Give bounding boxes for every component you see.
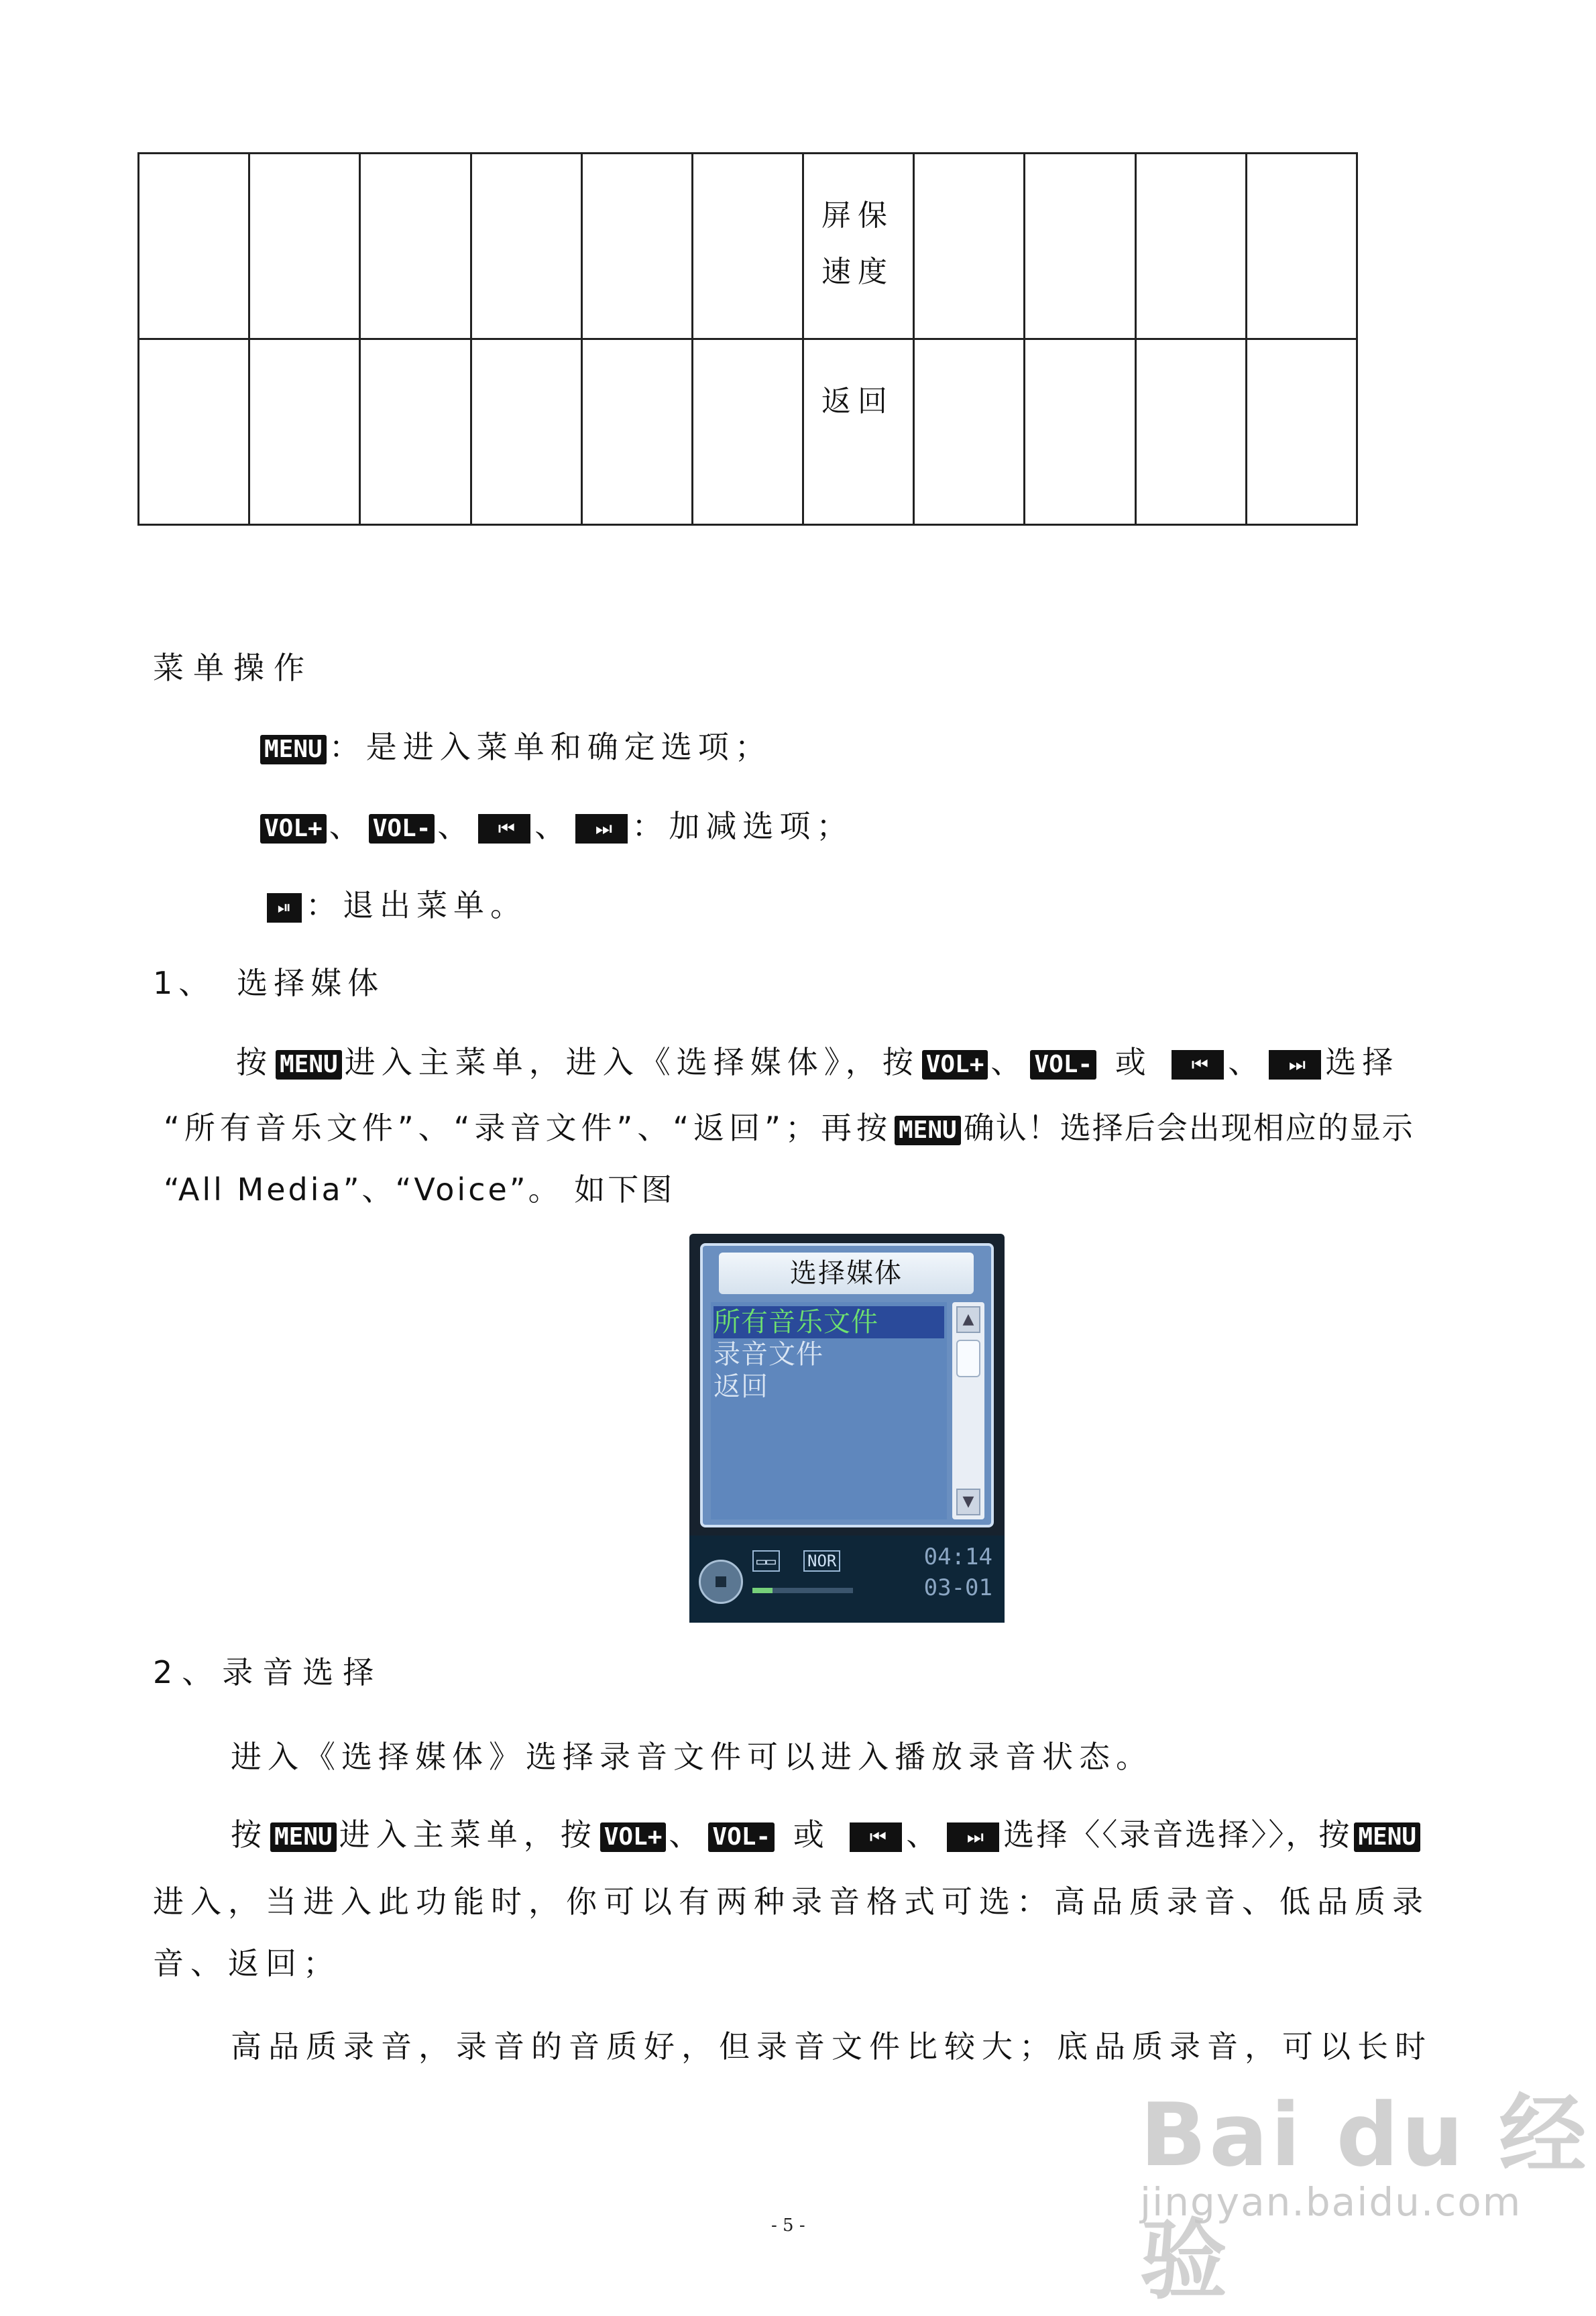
device-scrollbar [952,1302,984,1519]
vol-minus-badge: VOL- [1030,1050,1096,1080]
separator: 、 [329,808,366,844]
table-cell [692,339,803,525]
next-track-icon: ⏭ [947,1822,999,1852]
text: 进入主菜单，按 [339,1816,597,1853]
table-cell [1025,154,1135,339]
separator: 、 [669,1816,706,1853]
section1-line3: “All Media”、“Voice”。 如下图 [164,1171,675,1208]
device-screen [700,1243,994,1527]
section2-para2-line2: 进入，当进入此功能时，你可以有两种录音格式可选：高品质录音、低品质录 [153,1884,1430,1920]
table-cell [581,154,692,339]
section1-heading: 1、 选择媒体 [153,965,385,1001]
table-cell [139,339,249,525]
table-cell [692,154,803,339]
adjust-desc: ：加减选项； [632,808,854,844]
section2-para2-line1 [231,1814,1423,1855]
prev-track-icon: ⏮ [1172,1050,1224,1080]
table-cell [360,339,471,525]
table-cell [249,154,360,339]
table-cell [1135,154,1246,339]
vol-plus-badge: VOL+ [600,1822,667,1852]
separator: 、 [906,1816,944,1853]
text: 按 [236,1044,273,1080]
vol-plus-badge: VOL+ [260,814,327,844]
next-track-icon: ⏭ [1269,1050,1321,1080]
cell-text: 屏保 [821,198,895,233]
text: 选择〈〈录音选择〉〉，按 [1003,1816,1352,1853]
eq-mode-tag: NOR [803,1550,840,1572]
exit-desc: ：退出菜单。 [306,887,527,923]
adjust-keys-line [258,806,853,846]
menu-operation-heading: 菜单操作 [153,650,314,686]
repeat-mode-tag: ▭▭ [752,1550,780,1572]
table-cell [1246,339,1357,525]
section1-line2 [164,1108,1414,1148]
table-cell [471,339,581,525]
page-number: - 5 - [771,2215,805,2236]
device-screenshot [689,1234,1005,1623]
table-cell [139,154,249,339]
cell-text: 返回 [821,384,895,418]
table-cell [1025,339,1135,525]
text: “所有音乐文件”、“录音文件”、“返回”；再按 [164,1110,892,1146]
menu-key-desc: ：是进入菜单和确定选项； [329,729,772,765]
section2-para2-line3: 音、返回； [153,1945,341,1981]
table-cell-return [803,339,914,525]
settings-table [137,152,1358,526]
table-cell [249,339,360,525]
device-list-item: 返回 [714,1371,768,1402]
section1-line1 [236,1042,1399,1082]
menu-key-badge: MENU [1354,1822,1420,1852]
table-row [139,154,1357,339]
scroll-thumb [956,1340,980,1377]
baidu-jingyan-logo: Bai du 经验 [1140,2084,1589,2311]
prev-track-icon: ⏮ [478,814,530,844]
cell-text: 速度 [821,255,895,289]
vol-plus-badge: VOL+ [922,1050,988,1080]
play-pause-icon: ⏯ [267,893,302,923]
text: 或 [793,1816,830,1853]
device-title: 选择媒体 [719,1253,974,1294]
menu-key-line [258,727,772,767]
clock-time: 04:14 [923,1544,992,1570]
text: 按 [231,1816,268,1853]
device-list-item: 所有音乐文件 [714,1306,944,1338]
scroll-down-icon: ▼ [956,1489,980,1515]
separator: 、 [990,1044,1028,1080]
exit-key-line [263,885,527,925]
device-media-list [711,1302,947,1519]
table-cell [914,154,1025,339]
section2-para1: 进入《选择媒体》选择录音文件可以进入播放录音状态。 [231,1739,1153,1775]
table-cell [1135,339,1246,525]
stop-icon [699,1560,743,1604]
table-cell [581,339,692,525]
menu-key-badge: MENU [260,735,327,764]
table-cell [360,154,471,339]
menu-key-badge: MENU [270,1822,337,1852]
menu-key-badge: MENU [895,1116,961,1145]
separator: 、 [437,808,475,844]
text: 进入主菜单，进入《选择媒体》，按 [344,1044,919,1080]
device-status-bar [689,1536,1005,1623]
text: 选择 [1325,1044,1400,1080]
menu-key-badge: MENU [276,1050,342,1080]
table-cell [1246,154,1357,339]
table-row [139,339,1357,525]
prev-track-icon: ⏮ [850,1822,902,1852]
table-cell [914,339,1025,525]
section2-para3: 高品质录音，录音的音质好，但录音文件比较大；底品质录音，可以长时 [231,2028,1432,2065]
scroll-up-icon: ▲ [956,1306,980,1333]
progress-fill [752,1588,773,1593]
vol-minus-badge: VOL- [708,1822,775,1852]
table-cell [471,154,581,339]
next-track-icon: ⏭ [575,814,628,844]
section2-heading: 2、录音选择 [153,1654,384,1690]
device-list-item: 录音文件 [714,1339,823,1370]
clock-date: 03-01 [923,1574,992,1601]
table-cell-screensaver-speed [803,154,914,339]
text: 确认！选择后会出现相应的显示 [963,1110,1414,1146]
watermark-url: jingyan.baidu.com [1140,2179,1522,2225]
separator: 、 [1228,1044,1265,1080]
separator: 、 [534,808,572,844]
text: 或 [1115,1044,1152,1080]
vol-minus-badge: VOL- [369,814,435,844]
progress-bar [752,1588,853,1593]
